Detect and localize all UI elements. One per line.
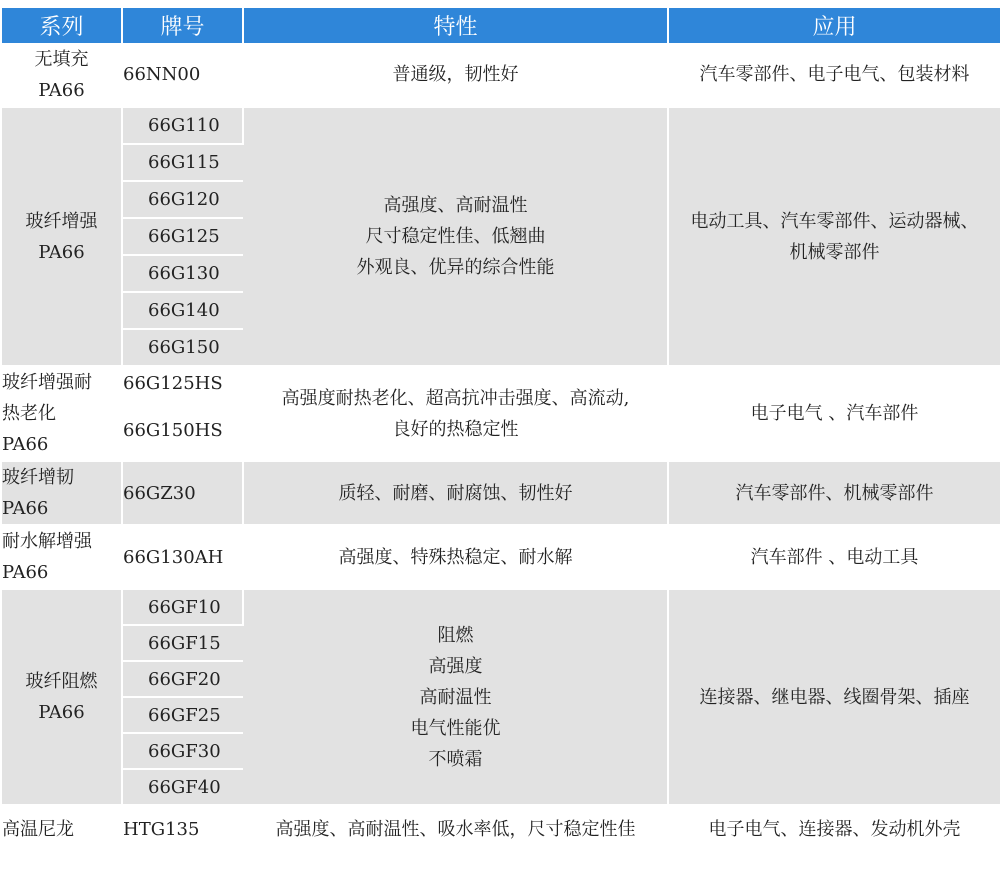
grade-cell: 66GF20 bbox=[122, 661, 243, 697]
series-line: PA66 bbox=[38, 702, 85, 723]
grade-cell: 66G130AH bbox=[122, 525, 243, 589]
application-line: 汽车零部件、电子电气、包装材料 bbox=[699, 64, 970, 85]
grade-cell: 66GF10 bbox=[122, 589, 243, 625]
table-row bbox=[2, 805, 1000, 853]
series-line: 耐水解增强 bbox=[2, 531, 92, 552]
application-line: 机械零部件 bbox=[789, 241, 880, 263]
properties-line: 不喷霜 bbox=[428, 748, 483, 770]
series-line: PA66 bbox=[2, 562, 49, 583]
series-line: 热老化 bbox=[2, 403, 56, 424]
series-line: PA66 bbox=[2, 434, 49, 455]
grade-cell: 66GF40 bbox=[122, 769, 243, 805]
table-row bbox=[2, 366, 1000, 400]
properties-cell bbox=[243, 589, 668, 805]
properties-line: 外观良、优异的综合性能 bbox=[356, 257, 555, 278]
properties-cell bbox=[243, 805, 668, 853]
series-line: 高温尼龙 bbox=[2, 818, 74, 840]
properties-cell bbox=[243, 525, 668, 589]
series-line: 玻纤增韧 bbox=[2, 467, 74, 488]
application-cell bbox=[668, 525, 1000, 589]
series-cell bbox=[2, 43, 122, 107]
series-cell bbox=[2, 107, 122, 366]
header-application: 应用 bbox=[668, 8, 1000, 43]
properties-line: 高强度、高耐温性 bbox=[383, 195, 528, 216]
series-line: PA66 bbox=[38, 79, 85, 101]
grade-cell: 66GF25 bbox=[122, 697, 243, 733]
grade-cell: 66G110 bbox=[122, 107, 243, 144]
grade-cell: 66GF30 bbox=[122, 733, 243, 769]
properties-line: 高强度、高耐温性、吸水率低，尺寸稳定性佳 bbox=[275, 818, 636, 840]
grade-cell: HTG135 bbox=[122, 805, 243, 853]
properties-line: 质轻、耐磨、耐腐蚀、韧性好 bbox=[338, 482, 573, 504]
application-cell bbox=[668, 43, 1000, 107]
table-row bbox=[2, 43, 1000, 107]
properties-cell bbox=[243, 461, 668, 525]
application-line: 电子电气、连接器、发动机外壳 bbox=[708, 818, 961, 840]
properties-line: 电气性能优 bbox=[410, 717, 501, 739]
header-properties: 特性 bbox=[243, 8, 668, 43]
properties-line: 高耐温性 bbox=[419, 686, 492, 708]
series-cell bbox=[2, 366, 122, 461]
table-row bbox=[2, 525, 1000, 589]
grade-cell: 66NN00 bbox=[122, 43, 243, 107]
grade-cell: 66G150 bbox=[122, 329, 243, 366]
series-line: 玻纤增强 bbox=[25, 210, 98, 232]
properties-line: 高强度 bbox=[428, 655, 483, 677]
application-line: 电子电气 、汽车部件 bbox=[750, 403, 919, 424]
header-series: 系列 bbox=[2, 8, 122, 43]
product-spec-table bbox=[2, 8, 1000, 854]
grade-cell: 66G130 bbox=[122, 255, 243, 292]
properties-line: 良好的热稳定性 bbox=[392, 418, 519, 440]
application-cell bbox=[668, 366, 1000, 461]
application-cell bbox=[668, 107, 1000, 366]
series-line: 无填充 bbox=[34, 48, 89, 70]
series-cell bbox=[2, 461, 122, 525]
application-cell bbox=[668, 805, 1000, 853]
properties-line: 高强度、特殊热稳定、耐水解 bbox=[338, 546, 573, 568]
table-row bbox=[2, 589, 1000, 625]
series-cell bbox=[2, 589, 122, 805]
properties-line: 高强度耐热老化、超高抗冲击强度、高流动, bbox=[281, 387, 630, 409]
application-cell bbox=[668, 461, 1000, 525]
grade-cell: 66G120 bbox=[122, 181, 243, 218]
properties-line: 普通级，韧性好 bbox=[392, 64, 519, 85]
grade-cell: 66G115 bbox=[122, 144, 243, 181]
grade-cell: 66G140 bbox=[122, 292, 243, 329]
table-row bbox=[2, 461, 1000, 525]
series-line: 玻纤增强耐 bbox=[2, 372, 92, 393]
header-grade: 牌号 bbox=[122, 8, 243, 43]
table-header-row bbox=[2, 8, 1000, 43]
application-line: 汽车部件 、电动工具 bbox=[750, 546, 919, 568]
grade-cell: 66G125HS bbox=[122, 366, 243, 400]
series-line: PA66 bbox=[38, 241, 85, 263]
application-line: 连接器、继电器、线圈骨架、插座 bbox=[699, 686, 970, 708]
properties-cell bbox=[243, 107, 668, 366]
series-line: PA66 bbox=[2, 498, 49, 519]
application-line: 汽车零部件、机械零部件 bbox=[735, 482, 934, 504]
series-cell bbox=[2, 805, 122, 853]
grade-cell: 66G125 bbox=[122, 218, 243, 255]
application-cell bbox=[668, 589, 1000, 805]
application-line: 电动工具、汽车零部件、运动器械、 bbox=[690, 210, 979, 232]
grade-cell: 66GF15 bbox=[122, 625, 243, 661]
series-line: 玻纤阻燃 bbox=[25, 671, 98, 692]
table-row bbox=[2, 107, 1000, 144]
properties-line: 阻燃 bbox=[437, 624, 474, 646]
grade-cell: 66G150HS bbox=[122, 400, 243, 461]
properties-cell bbox=[243, 366, 668, 461]
grade-cell: 66GZ30 bbox=[122, 461, 243, 525]
series-cell bbox=[2, 525, 122, 589]
properties-cell bbox=[243, 43, 668, 107]
properties-line: 尺寸稳定性佳、低翘曲 bbox=[365, 226, 546, 247]
